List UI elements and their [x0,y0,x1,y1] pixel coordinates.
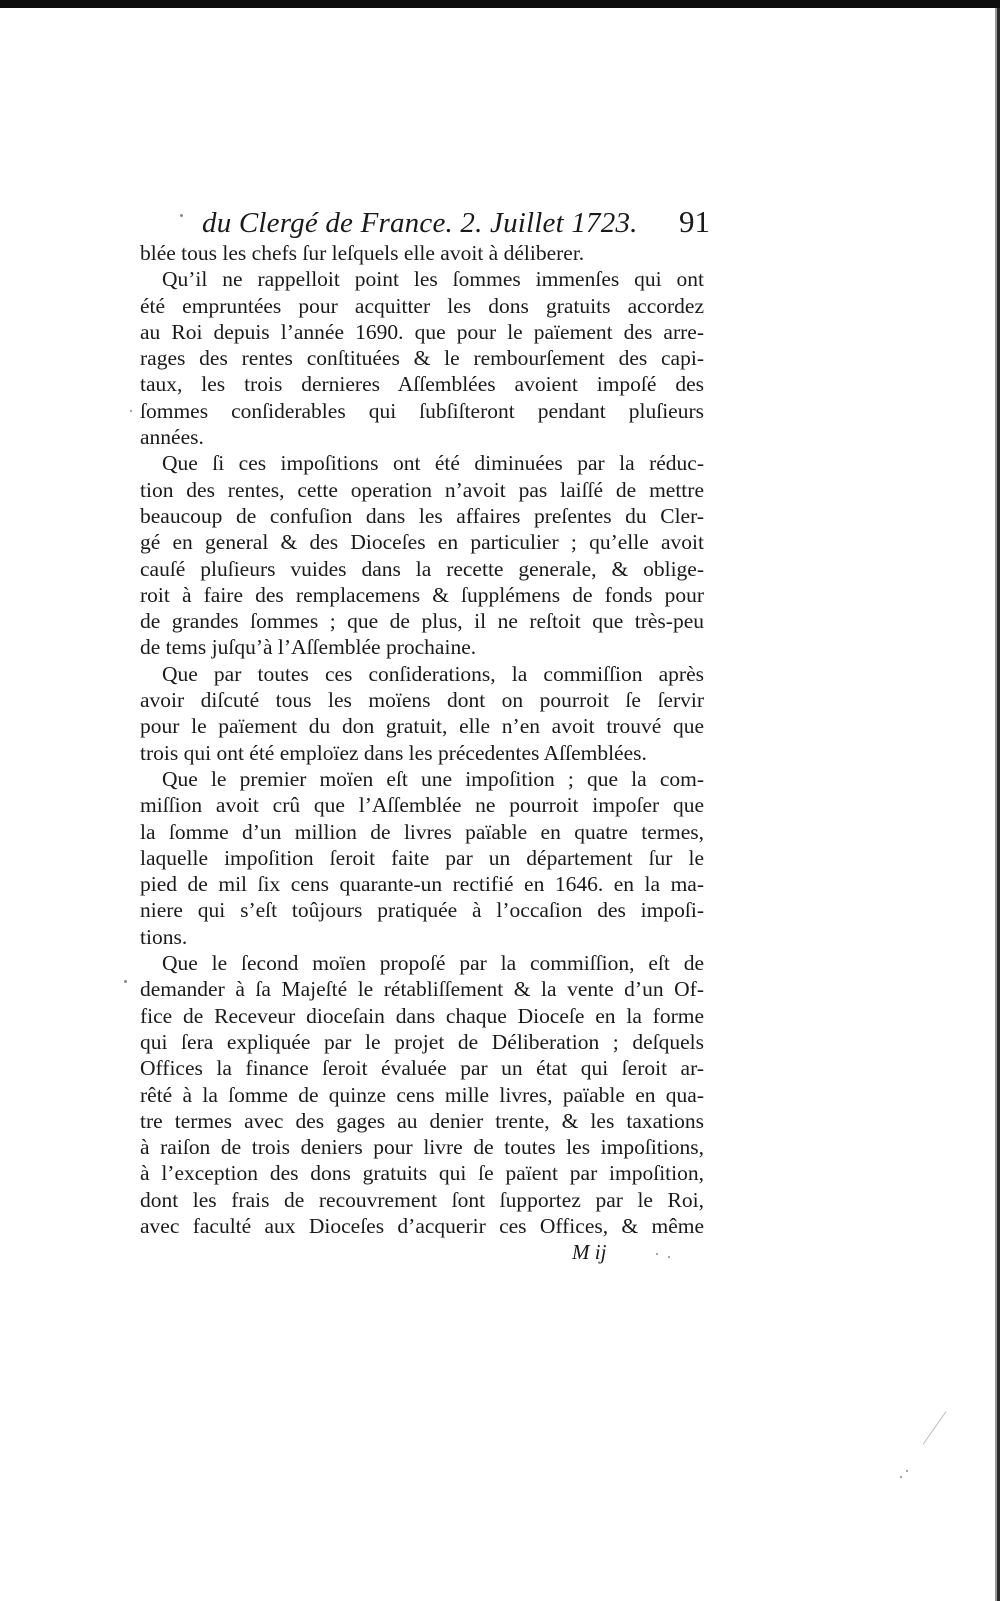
scan-speck [124,980,127,983]
scan-speck [656,1253,658,1255]
text-line: été empruntées pour acquitter les dons gratuits accordez [140,293,704,318]
text-line: blée tous les chefs ſur leſquels elle avoit à déliberer. [140,241,585,265]
text-line: pour le païement du don gratuit, elle n’en avoit trouvé que [140,714,704,739]
scan-top-border [0,0,1000,8]
running-title: du Clergé de France. 2. Juillet 1723. [202,207,638,239]
scan-speck [130,410,132,412]
text-line: tre termes avec des gages au denier trente, & les taxations [140,1108,704,1133]
text-line: demander à ſa Majeſté le rétabliſſement & la vente d’un Of- [140,977,704,1002]
text-line: miſſion avoit crû que l’Aſſemblée ne pourroit impoſer que [140,793,704,818]
scan-speck [906,1470,908,1472]
text-line: rages des rentes conſtituées & le rembourſement des capi- [140,346,704,371]
text-line: Offices la finance ſeroit évaluée par un état qui ſeroit ar- [140,1056,704,1081]
scan-speck [180,214,183,217]
text-line: à raiſon de trois deniers pour livre de toutes les impoſitions, [140,1135,704,1160]
signature-mark: M ij [572,1240,607,1264]
text-line: niere qui s’eſt toûjours pratiquée à l’occaſion des impoſi- [140,898,704,923]
text-line: au Roi depuis l’année 1690. que pour le païement des arre- [140,319,704,344]
text-line: qui ſera expliquée par le projet de Déliberation ; deſquels [140,1029,704,1054]
text-line: beaucoup de confuſion dans les affaires preſentes du Cler- [140,503,704,528]
text-line: tions. [140,924,188,949]
text-line: avoir diſcuté tous les moïens dont on pourroit ſe ſervir [140,688,704,713]
text-line: pied de mil ſix cens quarante-un rectifié en 1646. en la ma- [140,872,704,897]
body-text [140,240,704,1239]
text-line: la ſomme d’un million de livres païable en quatre termes, [140,819,704,844]
text-line: de tems juſqu’à l’Aſſemblée prochaine. [140,635,477,660]
text-line: gé en general & des Dioceſes en particulier ; qu’elle avoit [140,530,704,555]
text-line: à l’exception des dons gratuits qui ſe païent par impoſition, [140,1161,704,1186]
text-line: Qu’il ne rappelloit point les ſommes immenſes qui ont [162,267,704,292]
text-line: avec faculté aux Dioceſes d’acquerir ces Offices, & même [140,1213,704,1238]
text-line: Que par toutes ces conſiderations, la commiſſion après [162,661,704,686]
text-line: rêté à la ſomme de quinze cens mille livres, païable en qua- [140,1082,704,1107]
scan-speck [900,1476,902,1478]
text-line: Que le premier moïen eſt une impoſition ; que la com- [162,766,704,791]
text-line: taux, les trois dernieres Aſſemblées avoient impoſé des [140,372,704,397]
text-line: dont les frais de recouvrement ſont ſupportez par le Roi, [140,1187,704,1212]
page-header [190,194,710,244]
text-line: ſommes conſiderables qui ſubſiſteront pendant pluſieurs [140,398,704,423]
text-line: Que ſi ces impoſitions ont été diminuées par la réduc- [162,451,704,476]
text-line: trois qui ont été emploïez dans les précedentes Aſſemblées. [140,740,647,765]
text-line: fice de Receveur dioceſain dans chaque Dioceſe en la forme [140,1003,704,1028]
text-line: années. [140,425,204,450]
page-number: 91 [679,204,710,239]
scan-speck [668,1256,670,1258]
text-line: cauſé pluſieurs vuides dans la recette generale, & oblige- [140,556,704,581]
text-line: roit à faire des remplacemens & ſupplémens de fonds pour [140,582,704,607]
scan-scratch [923,1411,947,1444]
text-line: Que le ſecond moïen propoſé par la commiſſion, eſt de [162,951,704,976]
text-line: de grandes ſommes ; que de plus, il ne reſtoit que très-peu [140,609,704,634]
text-line: tion des rentes, cette operation n’avoit pas laiſſé de mettre [140,477,704,502]
text-line: laquelle impoſition ſeroit faite par un département ſur le [140,845,704,870]
